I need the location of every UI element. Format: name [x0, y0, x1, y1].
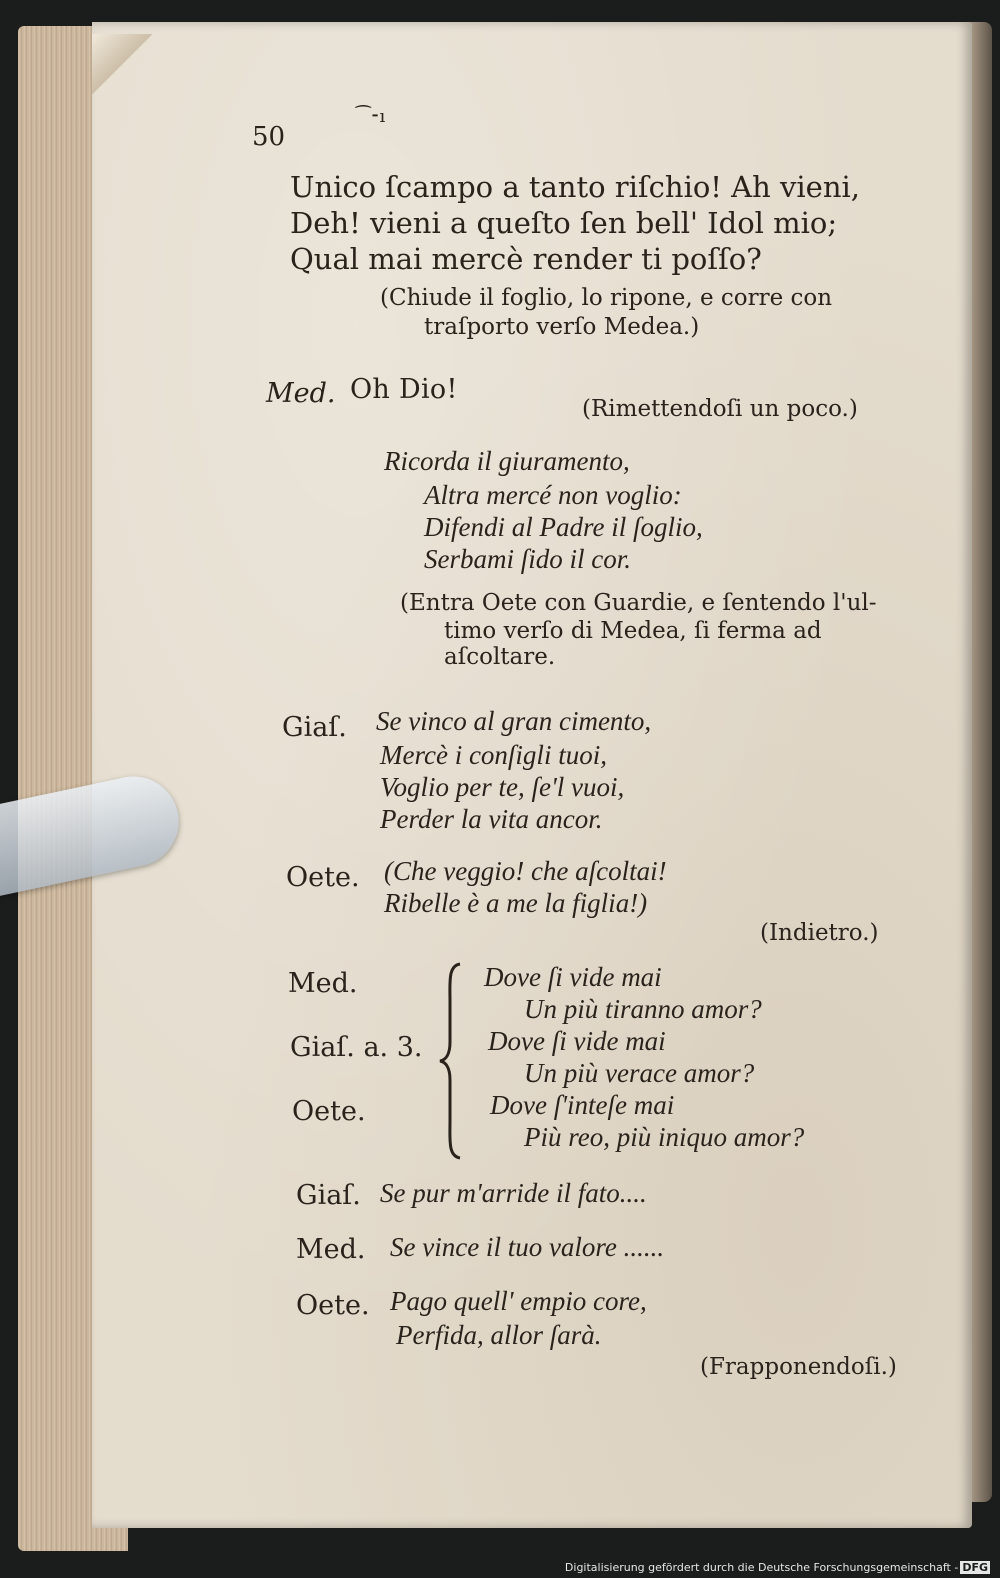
- giaf-verse-4: Perder la vita ancor.: [380, 804, 603, 834]
- giaf-verse-final: Se pur m'arride il fato....: [380, 1178, 647, 1208]
- oete-verse-1: (Che veggio! che aſcoltai!: [384, 856, 667, 886]
- med-verse-1: Ricorda il giuramento,: [384, 446, 630, 476]
- trio-verse-6: Più reo, più iniquo amor?: [524, 1122, 805, 1152]
- top-mark: ⁀⁃ı: [356, 106, 386, 127]
- giaf-verse-1: Se vinco al gran cimento,: [376, 706, 652, 736]
- opening-line-2: Deh! vieni a queſto ſen bell' Idol mio;: [290, 206, 838, 240]
- med-exclamation: Oh Dio!: [350, 374, 458, 405]
- credit-text: Digitalisierung gefördert durch die Deutsche Forschungsgemeinschaft -: [564, 1561, 959, 1574]
- speaker-giaf-2: Giaſ.: [296, 1180, 361, 1211]
- med-verse-3: Difendi al Padre il ſoglio,: [424, 512, 703, 542]
- dog-ear-fold: [92, 34, 152, 94]
- trio-verse-3: Dove ſi vide mai: [488, 1026, 666, 1056]
- speaker-giaf-1: Giaſ.: [282, 712, 347, 743]
- speaker-oete-1: Oete.: [286, 862, 360, 893]
- stage-direction-2-line-3: aſcoltare.: [444, 644, 556, 670]
- oete-verse-2: Ribelle è a me la figlia!): [384, 888, 648, 918]
- page-number: 50: [252, 122, 286, 152]
- trio-verse-5: Dove ſ'inteſe mai: [490, 1090, 675, 1120]
- speaker-med-2: Med.: [296, 1234, 366, 1265]
- stage-direction-1-line-1: (Chiude il foglio, lo ripone, e corre con: [380, 285, 833, 311]
- trio-verse-4: Un più verace amor?: [524, 1058, 755, 1088]
- opening-line-1: Unico ſcampo a tanto riſchio! Ah vieni,: [290, 170, 861, 204]
- trio-verse-1: Dove ſi vide mai: [484, 962, 662, 992]
- speaker-oete-2: Oete.: [296, 1290, 370, 1321]
- stage-direction-med: (Rimettendoſi un poco.): [582, 396, 858, 422]
- speaker-trio-oete: Oete.: [292, 1096, 366, 1127]
- trio-brace: [438, 962, 466, 1160]
- speaker-trio-med: Med.: [288, 968, 358, 999]
- giaf-verse-2: Mercè i conſigli tuoi,: [380, 740, 607, 770]
- stage-direction-2-line-1: (Entra Oete con Guardie, e ſentendo l'ul-: [400, 590, 877, 616]
- oete-final-verse-1: Pago quell' empio core,: [390, 1286, 647, 1316]
- stage-direction-2-line-2: timo verſo di Medea, ſi ferma ad: [444, 618, 822, 644]
- stage-direction-oete: (Indietro.): [760, 920, 879, 946]
- oete-final-verse-2: Perfida, allor ſarà.: [396, 1320, 602, 1350]
- med-verse-2: Altra mercé non voglio:: [424, 480, 682, 510]
- med-verse-4: Serbami ſido il cor.: [424, 544, 631, 574]
- stage-direction-1-line-2: traſporto verſo Medea.): [424, 314, 700, 340]
- dfg-logo: DFG: [962, 1561, 988, 1574]
- opening-line-3: Qual mai mercè render ti poſſo?: [290, 242, 762, 276]
- med-verse-final: Se vince il tuo valore ......: [390, 1232, 665, 1262]
- stage-direction-final: (Frapponendoſi.): [700, 1354, 897, 1380]
- trio-verse-2: Un più tiranno amor?: [524, 994, 762, 1024]
- digitization-credit: [565, 1561, 990, 1574]
- speaker-med-1: Med.: [266, 378, 336, 409]
- speaker-trio-giaf: Giaſ. a. 3.: [290, 1032, 423, 1063]
- giaf-verse-3: Voglio per te, ſe'l vuoi,: [380, 772, 625, 802]
